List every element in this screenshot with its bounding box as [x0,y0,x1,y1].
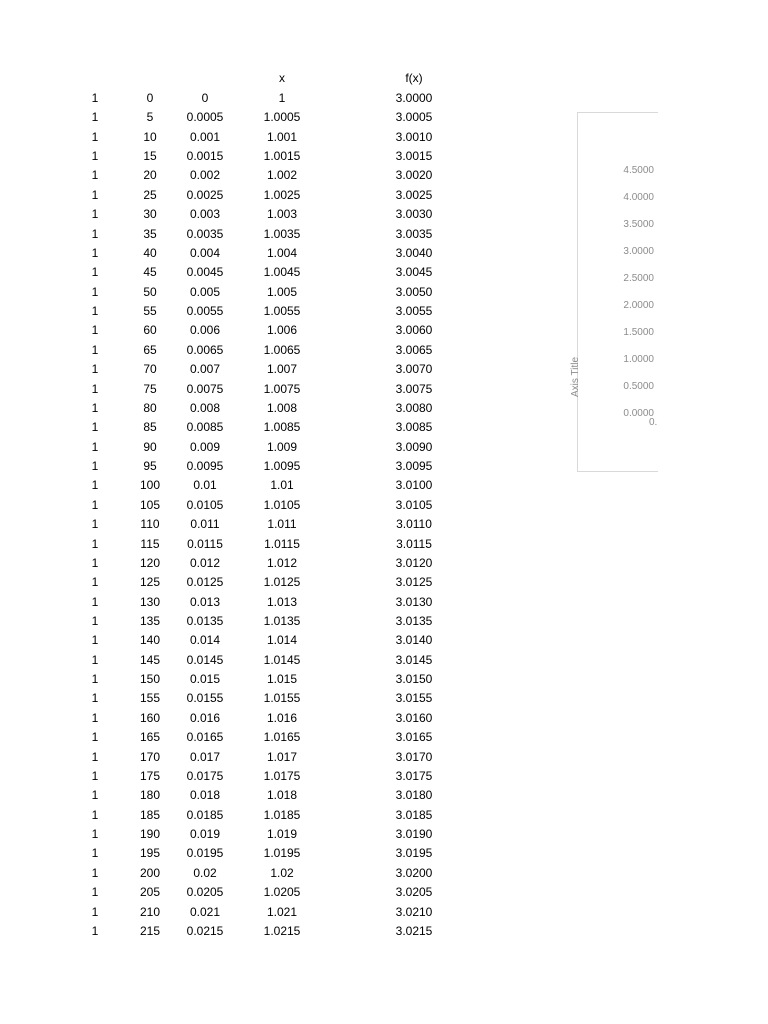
fx-cell[interactable]: 3.0115 [396,536,432,551]
col-a-cell[interactable]: 1 [91,265,99,280]
col-c-cell[interactable]: 0.0195 [186,846,224,861]
col-a-cell[interactable]: 1 [91,613,99,628]
col-c-cell[interactable]: 0.0055 [186,304,224,319]
y-axis-tick-label: 1.0000 [623,354,654,365]
col-a-cell[interactable]: 1 [91,439,99,454]
y-axis-tick-label: 2.0000 [623,300,654,311]
col-b-cell[interactable]: 30 [143,207,157,222]
col-b-cell[interactable]: 70 [143,362,157,377]
col-b-cell[interactable]: 135 [139,613,161,628]
fx-cell[interactable]: 3.0060 [395,323,433,338]
fx-cell[interactable]: 3.0210 [395,904,433,919]
y-axis-tick-label: 4.0000 [623,192,654,203]
col-c-cell[interactable]: 0.0045 [186,265,224,280]
fx-cell[interactable]: 3.0095 [395,459,433,474]
x-cell[interactable]: 1.017 [266,749,298,764]
col-b-cell[interactable]: 190 [139,827,161,842]
col-a-cell[interactable]: 1 [91,323,99,338]
header-x: x [279,71,285,85]
fx-cell[interactable]: 3.0160 [395,710,433,725]
x-cell[interactable]: 1.0055 [263,304,301,319]
col-a-cell[interactable]: 1 [91,633,99,648]
fx-cell[interactable]: 3.0055 [395,304,433,319]
fx-cell[interactable]: 3.0140 [395,633,433,648]
col-a-cell[interactable]: 1 [91,865,99,880]
x-cell[interactable]: 1.004 [266,245,298,260]
col-c-cell[interactable]: 0.001 [189,129,221,144]
col-c-cell[interactable]: 0.016 [189,710,221,725]
col-a-cell[interactable]: 1 [91,168,99,183]
col-b-cell[interactable]: 5 [146,110,154,125]
fx-cell[interactable]: 3.0040 [395,245,433,260]
col-b-cell[interactable]: 180 [139,788,161,803]
col-b-cell[interactable]: 100 [139,478,161,493]
x-cell[interactable]: 1.0135 [263,613,301,628]
col-a-cell[interactable]: 1 [91,245,99,260]
y-axis-tick-label: 4.5000 [623,165,654,176]
col-a-cell[interactable]: 1 [91,207,99,222]
col-b-cell[interactable]: 10 [143,129,157,144]
col-c-cell[interactable]: 0.0165 [186,730,224,745]
fx-cell[interactable]: 3.0015 [395,149,433,164]
col-c-cell[interactable]: 0.0005 [186,110,224,125]
x-cell[interactable]: 1.0145 [263,652,301,667]
x-cell[interactable]: 1.0045 [263,265,301,280]
x-cell[interactable]: 1.0075 [263,381,301,396]
fx-cell[interactable]: 3.0085 [395,420,433,435]
col-b-cell[interactable]: 20 [143,168,157,183]
x-cell[interactable]: 1.019 [266,827,298,842]
x-cell[interactable]: 1.0035 [263,226,301,241]
col-a-cell[interactable]: 1 [91,149,99,164]
fx-cell[interactable]: 3.0150 [395,672,433,687]
x-cell[interactable]: 1.0165 [263,730,301,745]
col-b-cell[interactable]: 65 [143,342,157,357]
x-cell[interactable]: 1.001 [266,129,298,144]
x-cell[interactable]: 1.011 [267,517,297,532]
col-a-cell[interactable]: 1 [91,381,99,396]
col-a-cell[interactable]: 1 [91,226,99,241]
fx-cell[interactable]: 3.0175 [395,768,433,783]
col-c-cell[interactable]: 0.0015 [186,149,224,164]
x-cell[interactable]: 1.012 [266,555,298,570]
col-a-cell[interactable]: 1 [91,459,99,474]
col-b-cell[interactable]: 150 [139,672,161,687]
x-cell[interactable]: 1.0095 [263,459,301,474]
col-b-cell[interactable]: 40 [143,245,157,260]
col-a-cell[interactable]: 1 [91,652,99,667]
col-a-cell[interactable]: 1 [91,730,99,745]
col-a-cell[interactable]: 1 [91,400,99,415]
col-b-cell[interactable]: 185 [139,807,161,822]
col-b-cell[interactable]: 210 [139,904,161,919]
col-a-cell[interactable]: 1 [91,304,99,319]
col-c-cell[interactable]: 0.004 [189,245,221,260]
col-b-cell[interactable]: 125 [139,575,161,590]
fx-cell[interactable]: 3.0105 [395,497,433,512]
x-cell[interactable]: 1.0175 [263,768,301,783]
col-b-cell[interactable]: 140 [139,633,161,648]
col-b-cell[interactable]: 165 [139,730,161,745]
col-a-cell[interactable]: 1 [91,478,99,493]
col-a-cell[interactable]: 1 [91,807,99,822]
fx-cell[interactable]: 3.0185 [395,807,433,822]
axis-title: Axis Title [570,356,581,397]
x-cell[interactable]: 1.0085 [263,420,301,435]
fx-cell[interactable]: 3.0020 [395,168,433,183]
x-cell[interactable]: 1.0025 [263,187,301,202]
x-cell[interactable]: 1.015 [266,672,298,687]
x-cell[interactable]: 1.0065 [263,342,301,357]
col-c-cell[interactable]: 0.0095 [186,459,224,474]
x-cell[interactable]: 1.01 [270,478,294,493]
col-a-cell[interactable]: 1 [91,284,99,299]
col-c-cell[interactable]: 0.021 [189,904,221,919]
col-b-cell[interactable]: 130 [139,594,161,609]
col-c-cell[interactable]: 0.009 [189,439,221,454]
col-b-cell[interactable]: 215 [139,923,161,938]
col-c-cell[interactable]: 0.019 [189,827,221,842]
chart-panel[interactable] [570,112,658,472]
x-cell[interactable]: 1.0015 [263,149,301,164]
col-c-cell[interactable]: 0.0025 [186,187,224,202]
col-a-cell[interactable]: 1 [91,517,99,532]
y-axis-tick-label: 1.5000 [623,327,654,338]
col-c-cell[interactable]: 0.0075 [186,381,224,396]
col-c-cell[interactable]: 0.0035 [186,226,224,241]
fx-cell[interactable]: 3.0130 [395,594,433,609]
col-b-cell[interactable]: 55 [143,304,157,319]
col-c-cell[interactable]: 0.012 [189,555,221,570]
x-cell[interactable]: 1.0155 [263,691,301,706]
fx-cell[interactable]: 3.0170 [395,749,433,764]
col-c-cell[interactable]: 0.011 [190,517,220,532]
x-cell[interactable]: 1.0115 [264,536,300,551]
x-cell[interactable]: 1.013 [266,594,298,609]
col-c-cell[interactable]: 0.008 [189,400,221,415]
fx-cell[interactable]: 3.0075 [395,381,433,396]
col-c-cell[interactable]: 0.015 [189,672,221,687]
fx-cell[interactable]: 3.0100 [395,478,433,493]
col-a-cell[interactable]: 1 [91,342,99,357]
col-b-cell[interactable]: 205 [139,885,161,900]
col-c-cell[interactable]: 0.006 [189,323,221,338]
fx-cell[interactable]: 3.0215 [395,923,433,938]
col-b-cell[interactable]: 200 [139,865,161,880]
x-cell[interactable]: 1.02 [270,865,294,880]
col-a-cell[interactable]: 1 [91,672,99,687]
header-fx: f(x) [405,71,423,85]
col-c-cell[interactable]: 0.005 [189,284,221,299]
fx-cell[interactable]: 3.0005 [395,110,433,125]
col-a-cell[interactable]: 1 [91,575,99,590]
col-c-cell[interactable]: 0.003 [189,207,221,222]
fx-cell[interactable]: 3.0065 [395,342,433,357]
col-b-cell[interactable]: 45 [143,265,157,280]
x-cell[interactable]: 1.006 [266,323,298,338]
col-c-cell[interactable]: 0.0085 [186,420,224,435]
x-cell[interactable]: 1.0125 [263,575,301,590]
fx-cell[interactable]: 3.0135 [395,613,433,628]
x-cell[interactable]: 1.0185 [263,807,301,822]
col-c-cell[interactable]: 0.01 [193,478,217,493]
fx-cell[interactable]: 3.0195 [395,846,433,861]
fx-cell[interactable]: 3.0190 [395,827,433,842]
col-a-cell[interactable]: 1 [91,788,99,803]
col-c-cell[interactable]: 0.0065 [186,342,224,357]
col-b-cell[interactable]: 85 [143,420,157,435]
col-a-cell[interactable]: 1 [91,846,99,861]
fx-cell[interactable]: 3.0070 [395,362,433,377]
col-a-cell[interactable]: 1 [91,710,99,725]
fx-cell[interactable]: 3.0025 [395,187,433,202]
col-c-cell[interactable]: 0.0155 [186,691,224,706]
col-a-cell[interactable]: 1 [91,827,99,842]
x-cell[interactable]: 1.002 [266,168,298,183]
col-b-cell[interactable]: 170 [139,749,161,764]
fx-cell[interactable]: 3.0080 [395,400,433,415]
col-c-cell[interactable]: 0.0205 [186,885,224,900]
fx-cell[interactable]: 3.0205 [395,885,433,900]
col-c-cell[interactable]: 0.0115 [187,536,223,551]
col-b-cell[interactable]: 35 [143,226,157,241]
fx-cell[interactable]: 3.0045 [395,265,433,280]
col-c-cell[interactable]: 0.018 [189,788,221,803]
col-b-cell[interactable]: 15 [143,149,157,164]
fx-cell[interactable]: 3.0110 [396,517,432,532]
x-cell[interactable]: 1.0215 [263,923,301,938]
col-a-cell[interactable]: 1 [91,768,99,783]
col-b-cell[interactable]: 90 [143,439,157,454]
fx-cell[interactable]: 3.0165 [395,730,433,745]
col-b-cell[interactable]: 195 [139,846,161,861]
col-b-cell[interactable]: 80 [143,400,157,415]
col-c-cell[interactable]: 0.0125 [186,575,224,590]
x-cell[interactable]: 1.007 [266,362,298,377]
y-axis-tick-label: 3.0000 [623,246,654,257]
col-c-cell[interactable]: 0 [201,91,209,105]
y-axis-tick-label: 3.5000 [623,219,654,230]
col-a-cell[interactable]: 1 [91,749,99,764]
col-b-cell[interactable]: 115 [140,536,160,551]
col-b-cell[interactable]: 145 [139,652,161,667]
fx-cell[interactable]: 3.0035 [395,226,433,241]
fx-cell[interactable]: 3.0200 [395,865,433,880]
y-axis-tick-label: 0.5000 [623,381,654,392]
col-c-cell[interactable]: 0.0185 [186,807,224,822]
x-axis-tick-partial: 0. [649,417,658,428]
col-a-cell[interactable]: 1 [91,497,99,512]
fx-cell[interactable]: 3.0090 [395,439,433,454]
col-a-cell[interactable]: 1 [91,129,99,144]
col-c-cell[interactable]: 0.0105 [186,497,224,512]
col-c-cell[interactable]: 0.014 [189,633,221,648]
x-cell[interactable]: 1.0195 [263,846,301,861]
x-cell[interactable]: 1.018 [266,788,298,803]
col-c-cell[interactable]: 0.02 [193,865,217,880]
y-axis-tick-label: 0.0000 [623,408,654,419]
col-c-cell[interactable]: 0.002 [189,168,221,183]
x-cell[interactable]: 1.005 [266,284,298,299]
col-b-cell[interactable]: 50 [143,284,157,299]
col-b-cell[interactable]: 110 [140,517,160,532]
col-c-cell[interactable]: 0.0145 [186,652,224,667]
fx-cell[interactable]: 3.0155 [395,691,433,706]
y-axis-tick-label: 2.5000 [623,273,654,284]
col-b-cell[interactable]: 120 [139,555,161,570]
col-a-cell[interactable]: 1 [91,594,99,609]
x-cell[interactable]: 1 [278,91,286,105]
col-a-cell[interactable]: 1 [91,187,99,202]
fx-cell[interactable]: 3.0010 [395,129,433,144]
col-a-cell[interactable]: 1 [91,904,99,919]
col-b-cell[interactable]: 75 [143,381,157,396]
x-cell[interactable]: 1.021 [266,904,298,919]
fx-cell[interactable]: 3.0000 [395,91,433,105]
fx-cell[interactable]: 3.0145 [395,652,433,667]
col-a-cell[interactable]: 1 [91,362,99,377]
col-c-cell[interactable]: 0.0175 [186,768,224,783]
col-c-cell[interactable]: 0.0135 [186,613,224,628]
fx-cell[interactable]: 3.0125 [395,575,433,590]
x-cell[interactable]: 1.0205 [263,885,301,900]
col-a-cell[interactable]: 1 [91,536,99,551]
x-cell[interactable]: 1.014 [266,633,298,648]
col-b-cell[interactable]: 0 [146,91,154,105]
col-a-cell[interactable]: 1 [91,691,99,706]
col-c-cell[interactable]: 0.007 [189,362,221,377]
col-b-cell[interactable]: 155 [139,691,161,706]
fx-cell[interactable]: 3.0050 [395,284,433,299]
col-b-cell[interactable]: 160 [139,710,161,725]
col-a-cell[interactable]: 1 [91,923,99,938]
x-cell[interactable]: 1.0005 [263,110,301,125]
x-cell[interactable]: 1.009 [266,439,298,454]
col-c-cell[interactable]: 0.017 [189,749,221,764]
fx-cell[interactable]: 3.0180 [395,788,433,803]
col-b-cell[interactable]: 60 [143,323,157,338]
col-b-cell[interactable]: 175 [139,768,161,783]
col-b-cell[interactable]: 105 [139,497,161,512]
fx-cell[interactable]: 3.0120 [395,555,433,570]
col-c-cell[interactable]: 0.013 [189,594,221,609]
x-cell[interactable]: 1.008 [266,400,298,415]
col-a-cell[interactable]: 1 [91,885,99,900]
col-a-cell[interactable]: 1 [91,91,99,105]
col-c-cell[interactable]: 0.0215 [186,923,224,938]
x-cell[interactable]: 1.003 [266,207,298,222]
col-a-cell[interactable]: 1 [91,555,99,570]
col-a-cell[interactable]: 1 [91,420,99,435]
col-a-cell[interactable]: 1 [91,110,99,125]
col-b-cell[interactable]: 25 [143,187,157,202]
x-cell[interactable]: 1.016 [266,710,298,725]
col-b-cell[interactable]: 95 [143,459,157,474]
x-cell[interactable]: 1.0105 [263,497,301,512]
fx-cell[interactable]: 3.0030 [395,207,433,222]
